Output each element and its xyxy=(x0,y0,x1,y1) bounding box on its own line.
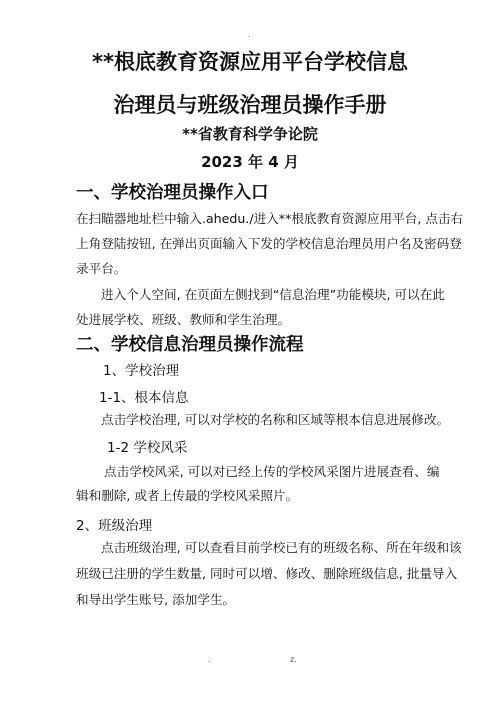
para-class-line-1: 点击班级治理, 可以查看目前学校已有的班级名称、所在年级和该 xyxy=(101,540,462,555)
section-1-para-2-line-2: 处进展学校、班级、教师和学生治理。 xyxy=(76,312,291,327)
header-mark: . xyxy=(248,30,251,39)
para-class-line-3: 和导出学生账号, 添加学生。 xyxy=(76,592,236,607)
section-1-para-2-line-1: 进入个人空间, 在页面左侧找到“信息治理”功能模块, 可以在此 xyxy=(101,287,445,302)
para-school-style-line-2: 辑和删除, 或者上传最的学校风采照片。 xyxy=(76,488,299,503)
footer-mark-right: z. xyxy=(290,655,297,664)
section-2-heading: 二、学校信息治理员操作流程 xyxy=(76,335,304,355)
footer-mark-left: . xyxy=(208,655,211,664)
subsection-class-management: 2、班级治理 xyxy=(76,518,153,534)
subsection-school-style: 1-2 学校风采 xyxy=(107,440,188,456)
subsection-school-management: 1、学校治理 xyxy=(103,363,180,379)
section-1-para-1-line-2: 上角登陆按钮, 在弹出页面输入下发的学校信息治理员用户名及密码登 xyxy=(76,236,462,251)
para-school-style-line-1: 点击学校风采, 可以对已经上传的学校风采图片进展查看、编 xyxy=(104,464,440,479)
date: 2023 年 4 月 xyxy=(201,153,299,171)
subsection-basic-info: 1-1、根本信息 xyxy=(99,390,189,406)
section-1-heading: 一、学校治理员操作入口 xyxy=(76,183,269,203)
organization: **省教育科学争论院 xyxy=(182,125,318,143)
para-basic-info: 点击学校治理, 可以对学校的名称和区域等根本信息进展修改。 xyxy=(101,412,450,427)
title-line-1: **根底教育资源应用平台学校信息 xyxy=(92,50,408,74)
section-1-para-1-line-3: 录平台。 xyxy=(76,261,127,276)
para-class-line-2: 班级已注册的学生数量, 同时可以增、修改、删除班级信息, 批量导入 xyxy=(76,566,458,581)
section-1-para-1-line-1: 在扫瞄器地址栏中输入.ahedu./进入**根底教育资源应用平台, 点击右 xyxy=(76,211,464,226)
title-line-2: 治理员与班级治理员操作手册 xyxy=(113,93,387,117)
